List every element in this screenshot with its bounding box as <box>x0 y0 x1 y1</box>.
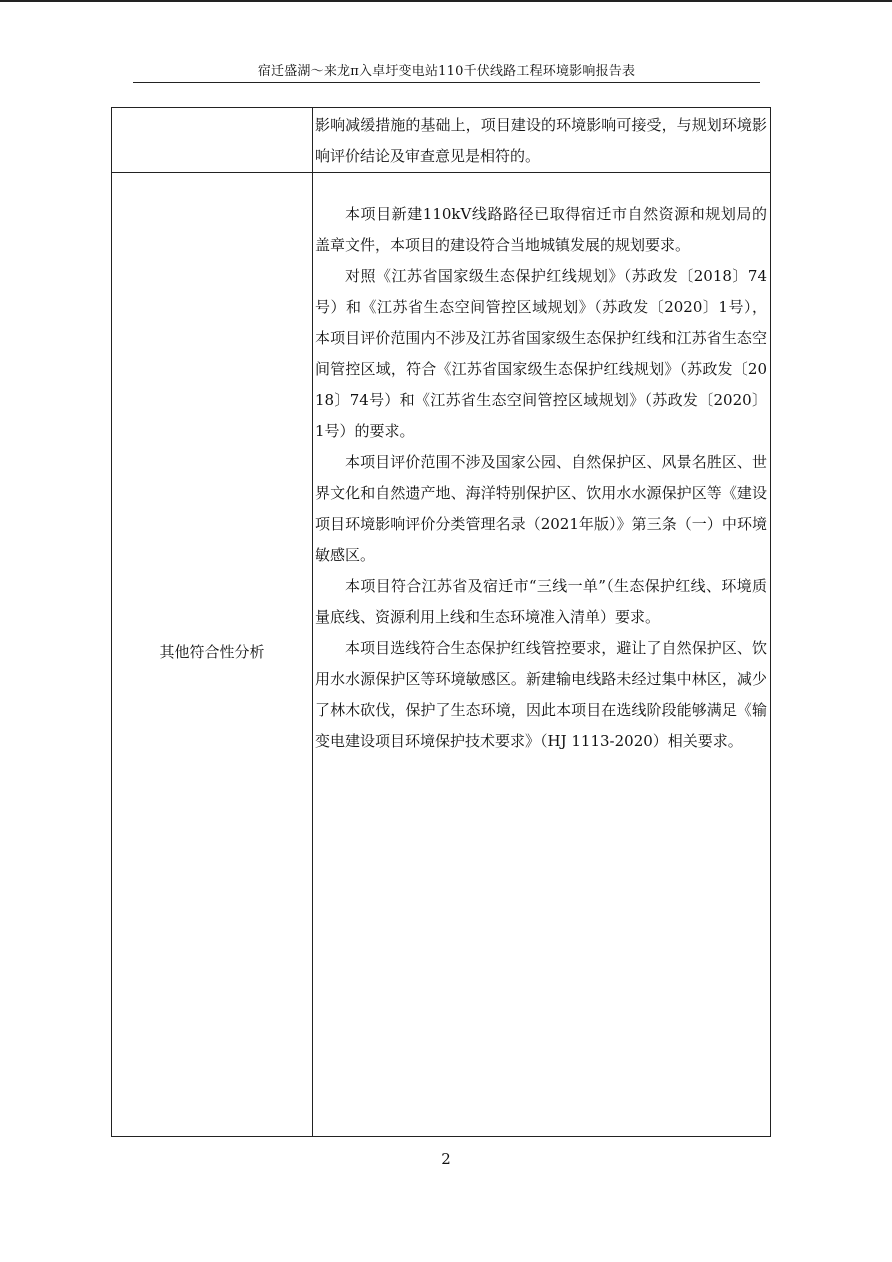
page-header: 宿迁盛湖～来龙π入卓圩变电站110千伏线路工程环境影响报告表 <box>257 64 636 79</box>
row2-paragraph: 本项目评价范围不涉及国家公园、自然保护区、风景名胜区、世界文化和自然遗产地、海洋特别保护区、饮用水水源保护区等《建设项目环境影响评价分类管理名录（2021年版）》第三条（一）中环境敏感区。 <box>315 453 767 564</box>
top-edge-rule <box>0 0 892 2</box>
row2-paragraph: 对照《江苏省国家级生态保护红线规划》（苏政发〔2018〕74号）和《江苏省生态空间管控区域规划》（苏政发〔2020〕1号），本项目评价范围内不涉及江苏省国家级生态保护红线和江苏省生态空间管控区域，符合《江苏省国家级生态保护红线规划》（苏政发〔2018〕74号）和《江苏省生态空间管控区域规划》（苏政发〔2020〕1号）的要求。 <box>315 267 767 440</box>
table-row-divider <box>112 172 770 173</box>
page-number: 2 <box>441 1150 451 1168</box>
row2-label-cell: 其他符合性分析 <box>159 643 265 661</box>
row2-paragraph: 本项目选线符合生态保护红线管控要求，避让了自然保护区、饮用水水源保护区等环境敏感区。新建输电线路未经过集中林区，减少了林木砍伐，保护了生态环境，因此本项目在选线阶段能够满足《输变电建设项目环境保护技术要求》（HJ 1113-2020）相关要求。 <box>315 639 767 750</box>
analysis-table <box>111 107 771 1137</box>
table-column-divider <box>312 108 313 1136</box>
row1-content-cell <box>315 110 767 172</box>
row2-paragraph: 本项目新建110kV线路路径已取得宿迁市自然资源和规划局的盖章文件，本项目的建设符合当地城镇发展的规划要求。 <box>315 205 767 254</box>
row2-paragraph: 本项目符合江苏省及宿迁市“三线一单”（生态保护红线、环境质量底线、资源利用上线和生态环境准入清单）要求。 <box>315 577 767 626</box>
row1-paragraph: 影响减缓措施的基础上，项目建设的环境影响可接受，与规划环境影响评价结论及审查意见是相符的。 <box>315 116 767 165</box>
row2-content-cell <box>315 199 767 757</box>
header-underline <box>133 82 760 83</box>
